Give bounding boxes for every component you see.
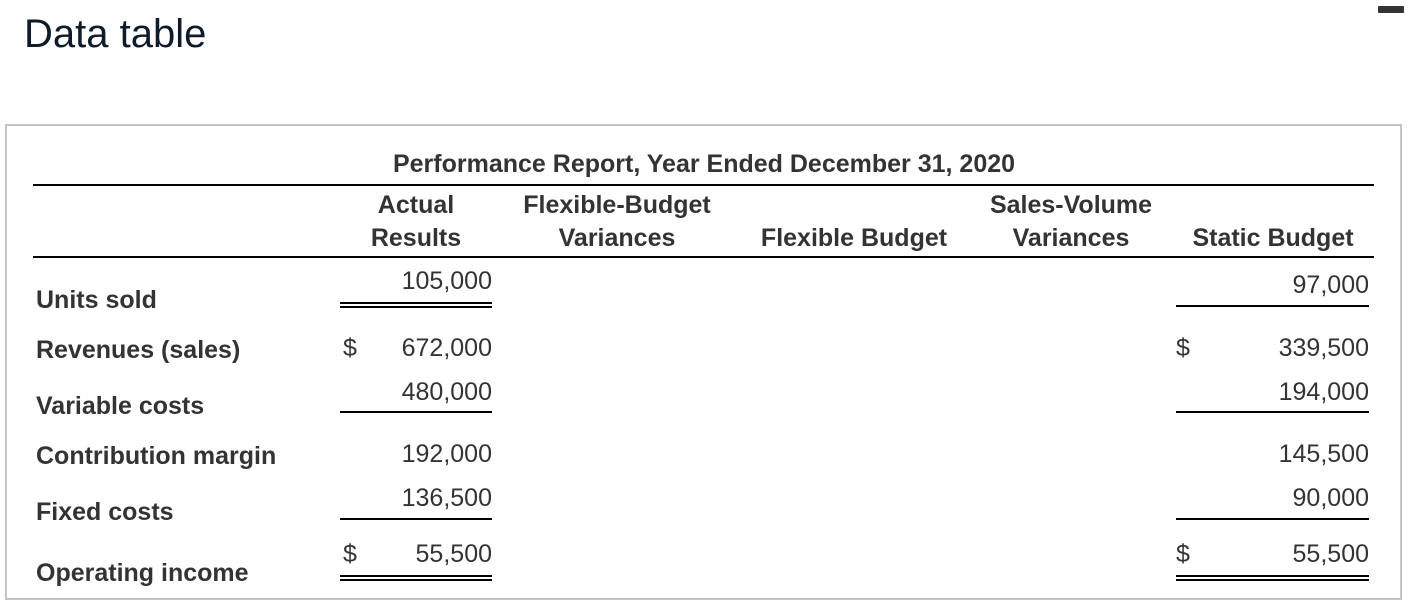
static-units-rule (1176, 305, 1369, 307)
col-svv-line1: Sales-Volume (989, 191, 1153, 219)
col-actual-line2: Results (370, 224, 462, 252)
actual-revenues-dollar: $ (343, 334, 357, 362)
static-operating-double-rule (1176, 575, 1369, 581)
static-variable-rule (1176, 411, 1369, 413)
actual-revenues: 672,000 (401, 334, 492, 362)
row-label-fixed-costs: Fixed costs (36, 498, 174, 526)
col-fbv-line2: Variances (558, 224, 676, 252)
actual-variable-rule (340, 411, 492, 413)
static-revenues: 339,500 (1278, 334, 1369, 362)
static-fixed-costs: 90,000 (1292, 484, 1369, 512)
heading-rule (33, 184, 1374, 186)
static-variable-costs: 194,000 (1278, 378, 1369, 406)
row-label-variable-costs: Variable costs (36, 392, 205, 420)
actual-variable-costs: 480,000 (401, 378, 492, 406)
static-contribution-margin: 145,500 (1278, 440, 1369, 468)
col-svv-line2: Variances (1012, 224, 1130, 252)
actual-fixed-costs: 136,500 (401, 484, 492, 512)
col-fbv-line1: Flexible-Budget (523, 191, 711, 219)
col-static-budget: Static Budget (1192, 224, 1354, 252)
actual-operating-dollar: $ (343, 540, 357, 568)
row-label-revenues: Revenues (sales) (36, 336, 241, 364)
col-actual-line1: Actual (377, 191, 455, 219)
actual-fixed-rule (340, 518, 492, 520)
col-flexible-budget: Flexible Budget (760, 224, 948, 252)
actual-units-double-rule (340, 302, 492, 308)
actual-operating-double-rule (340, 575, 492, 581)
report-heading: Performance Report, Year Ended December 31, 2020 (392, 150, 1016, 178)
header-rule (33, 256, 1374, 258)
static-fixed-rule (1176, 518, 1369, 520)
static-operating-income: 55,500 (1292, 540, 1369, 568)
actual-contribution-margin: 192,000 (401, 440, 492, 468)
minimize-icon[interactable] (1378, 6, 1404, 13)
static-operating-dollar: $ (1176, 540, 1190, 568)
row-label-operating-income: Operating income (36, 559, 249, 587)
row-label-contribution-margin: Contribution margin (36, 442, 277, 470)
static-units-sold: 97,000 (1292, 271, 1369, 299)
row-label-units-sold: Units sold (36, 286, 157, 314)
static-revenues-dollar: $ (1176, 334, 1190, 362)
actual-operating-income: 55,500 (415, 540, 492, 568)
page-title: Data table (24, 12, 207, 56)
actual-units-sold: 105,000 (401, 267, 492, 295)
